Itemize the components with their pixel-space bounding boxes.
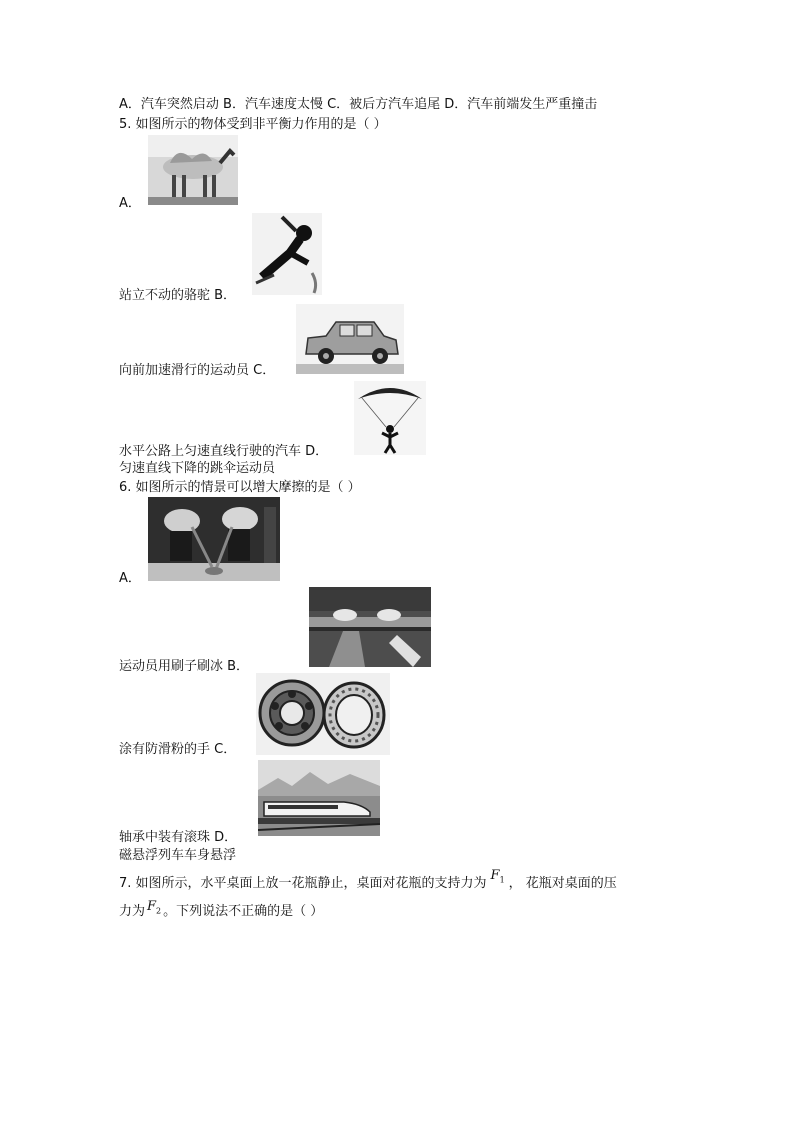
q5-a-label: A．: [119, 196, 141, 211]
camel-image: [148, 135, 238, 205]
q6-a-caption-b-label: 运动员用刷子刷冰 B．: [119, 659, 250, 674]
f1-symbol: $F_1$: [490, 868, 505, 885]
q7-line1-pre: 7. 如图所示，水平桌面上放一花瓶静止，桌面对花瓶的支持力为: [119, 876, 487, 891]
q5-stem: 5. 如图所示的物体受到非平衡力作用的是（ ）: [119, 117, 387, 132]
q7-line2-pre: 力为: [119, 904, 146, 919]
bearing-image: [256, 673, 390, 755]
curling-image: [148, 497, 280, 581]
f2-symbol: $F_2$: [147, 899, 162, 916]
q6-b-caption-c-label: 涂有防滑粉的手 C．: [119, 742, 237, 757]
maglev-train-image: [258, 760, 380, 836]
q7-line-1: [119, 868, 617, 897]
q6-d-caption: 磁悬浮列车车身悬浮: [119, 848, 237, 863]
q5-d-caption: 匀速直线下降的跳伞运动员: [119, 461, 276, 476]
car-image: [296, 304, 404, 374]
q5-c-caption-d-label: 水平公路上匀速直线行驶的汽车 D．: [119, 444, 329, 459]
q7-line-2: [119, 899, 324, 925]
q5-b-caption-c-label: 向前加速滑行的运动员 C．: [119, 363, 276, 378]
q7-line1-post: ， 花瓶对桌面的压: [508, 876, 617, 891]
q6-stem: 6. 如图所示的情景可以增大摩擦的是（ ）: [119, 480, 361, 495]
hands-chalk-image: [309, 587, 431, 667]
q4-options-line: A．汽车突然启动 B．汽车速度太慢 C．被后方汽车追尾 D．汽车前端发生严重撞击: [119, 97, 598, 112]
q7-line2-post: 。下列说法不正确的是（ ）: [163, 904, 324, 919]
skater-image: [252, 213, 322, 295]
q6-c-caption-d-label: 轴承中装有滚珠 D．: [119, 830, 238, 845]
parachutist-image: [354, 381, 426, 455]
q6-a-label: A．: [119, 571, 141, 586]
q5-a-caption-b-label: 站立不动的骆驼 B．: [119, 288, 237, 303]
